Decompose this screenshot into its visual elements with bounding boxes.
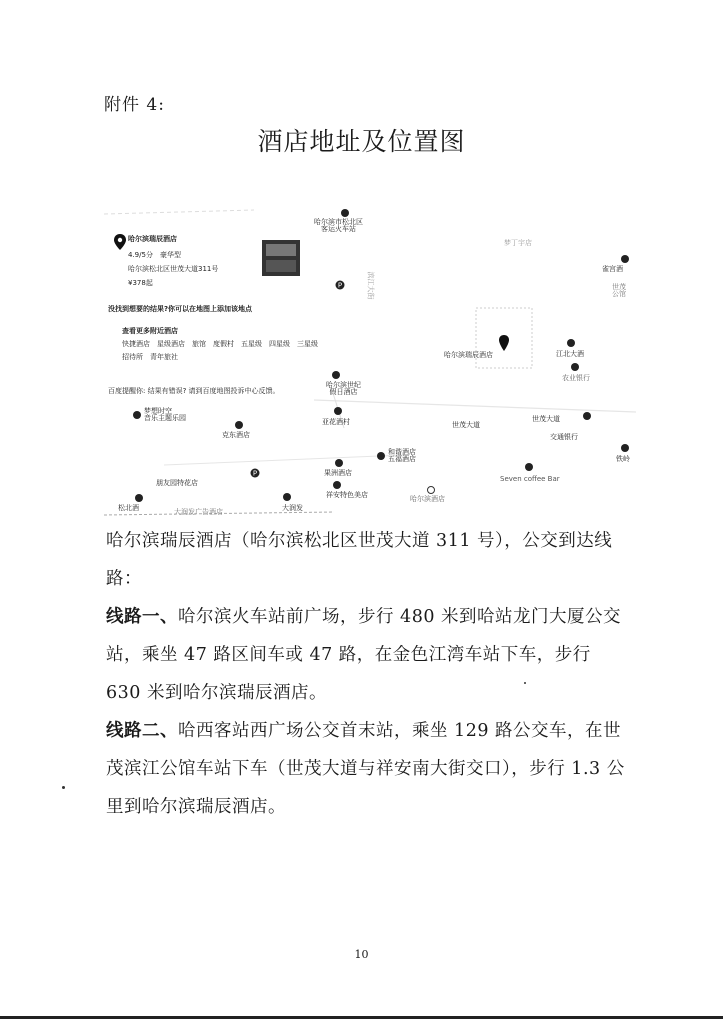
map-feedback-tip[interactable]: 百度提醒你: 结果有错误? 请到百度地图投诉中心反馈。 <box>108 387 280 395</box>
bus-stop-icon[interactable] <box>331 370 341 380</box>
route-2-paragraph <box>106 712 626 826</box>
poi-bus-stop[interactable]: 哈尔滨世纪 假日酒店 <box>326 381 361 396</box>
map-graphics <box>104 200 636 518</box>
poi-corner-icon[interactable] <box>620 254 630 264</box>
poi-guozhou-icon[interactable] <box>334 458 344 468</box>
hotel-location-pin-icon[interactable] <box>498 334 510 352</box>
road-label: 滨江大街 <box>366 271 375 300</box>
poi-dream[interactable]: 梦想时空 音乐主题乐园 <box>144 407 186 422</box>
parking-icon-2 <box>250 468 260 478</box>
hotel-name[interactable]: 哈尔滨瑞辰酒店 <box>128 235 177 243</box>
poi-bottom-1[interactable]: 朋友园特花店 <box>156 479 198 487</box>
route-2-label: 线路二、 <box>106 721 178 741</box>
scan-edge-rule <box>0 1016 723 1019</box>
poi-flower-icon[interactable] <box>333 406 343 416</box>
poi-xiangan-icon[interactable] <box>332 480 342 490</box>
poi-bottom-3[interactable]: 大润发广告酒店 <box>174 508 223 516</box>
poi-dacun[interactable]: 大润发 <box>282 504 303 512</box>
bank-icon[interactable] <box>570 362 580 372</box>
route-1-label: 线路一、 <box>106 607 178 627</box>
hotel-rating: 4.9/5分 豪华型 <box>128 251 181 259</box>
map-hint[interactable]: 没找到想要的结果?你可以在地图上添加该地点 <box>108 305 253 313</box>
intro-paragraph: 哈尔滨瑞辰酒店（哈尔滨松北区世茂大道 311 号），公交到达线路： <box>106 531 613 589</box>
poi-jiangbei[interactable]: 江北大酒 <box>556 350 584 358</box>
route-1-text: 哈尔滨火车站前广场，步行 480 米到哈站龙门大厦公交站，乘坐 47 路区间车或 47 路，在金色江湾车站下车，步行 630 米到哈尔滨瑞辰酒店。 <box>106 607 622 703</box>
scan-speck <box>62 786 65 789</box>
road-shimao: 世茂大道 <box>452 421 480 429</box>
poi-bottom-2-icon[interactable] <box>134 493 144 503</box>
poi-top-right: 梦丁宇店 <box>504 239 532 247</box>
poi-bank[interactable]: 农业银行 <box>562 374 590 382</box>
poi-railway[interactable]: 哈尔滨市松北区 客运火车站 <box>314 218 363 233</box>
road-shimao-2: 世茂大道 <box>532 415 560 423</box>
poi-tieling-icon[interactable] <box>620 443 630 453</box>
poi-hechang-icon[interactable] <box>376 451 386 461</box>
poi-corner-right[interactable]: 雀宫酒 <box>602 265 623 273</box>
page-number: 10 <box>354 948 369 961</box>
page-title: 酒店地址及位置图 <box>257 127 466 156</box>
poi-tieling[interactable]: 铁岭 <box>616 455 630 463</box>
poi-kedeng[interactable]: 克东酒店 <box>222 431 250 439</box>
parking-icon <box>335 280 345 290</box>
hotel-categories[interactable]: 快捷酒店 星级酒店 旅馆 度假村 五星级 四星级 三星级 <box>122 340 318 348</box>
poi-flower[interactable]: 亚花酒村 <box>322 418 350 426</box>
hotel-categories-2[interactable]: 招待所 青年旅社 <box>122 353 178 361</box>
poi-dream-icon[interactable] <box>132 410 142 420</box>
comm-bank-icon[interactable] <box>582 411 592 421</box>
poi-harbin-center[interactable]: 哈尔滨酒店 <box>410 495 445 503</box>
poi-seven-icon[interactable] <box>524 462 534 472</box>
nearby-hotels-link[interactable]: 查看更多附近酒店 <box>122 327 178 335</box>
route-2-text: 哈西客站西广场公交首末站，乘坐 129 路公交车，在世茂滨江公馆车站下车（世茂大道与祥安南大街交口），步行 1.3 公里到哈尔滨瑞辰酒店。 <box>106 721 625 817</box>
svg-text:P: P <box>337 281 343 290</box>
poi-kedeng-icon[interactable] <box>234 420 244 430</box>
route-1-paragraph <box>106 598 626 712</box>
attachment-label: 附件 4: <box>104 95 165 115</box>
poi-comm-bank[interactable]: 交通银行 <box>550 433 578 441</box>
hotel-address: 哈尔滨松北区世茂大道311号 <box>128 265 219 273</box>
poi-bottom-2[interactable]: 松北酒 <box>118 504 139 512</box>
poi-hotel-pin[interactable]: 哈尔滨瑞辰酒店 <box>444 351 493 359</box>
hotel-pin-icon[interactable] <box>113 233 127 251</box>
poi-seven[interactable]: Seven coffee Bar <box>500 475 560 483</box>
svg-text:P: P <box>252 469 258 478</box>
poi-jiangbei-icon[interactable] <box>566 338 576 348</box>
poi-guozhou[interactable]: 果洲酒店 <box>324 469 352 477</box>
poi-corner-right-2: 世茂 公馆 <box>612 283 626 298</box>
location-map <box>104 200 636 518</box>
poi-dacun-icon[interactable] <box>282 492 292 502</box>
scan-speck-2 <box>524 682 526 684</box>
poi-hechang[interactable]: 和谐酒店 五福酒店 <box>388 448 416 463</box>
poi-harbin-center-icon[interactable] <box>426 485 436 495</box>
poi-xiangan[interactable]: 祥安特色美店 <box>326 491 368 499</box>
railway-icon[interactable] <box>340 208 350 218</box>
hotel-price: ¥378起 <box>128 279 153 287</box>
